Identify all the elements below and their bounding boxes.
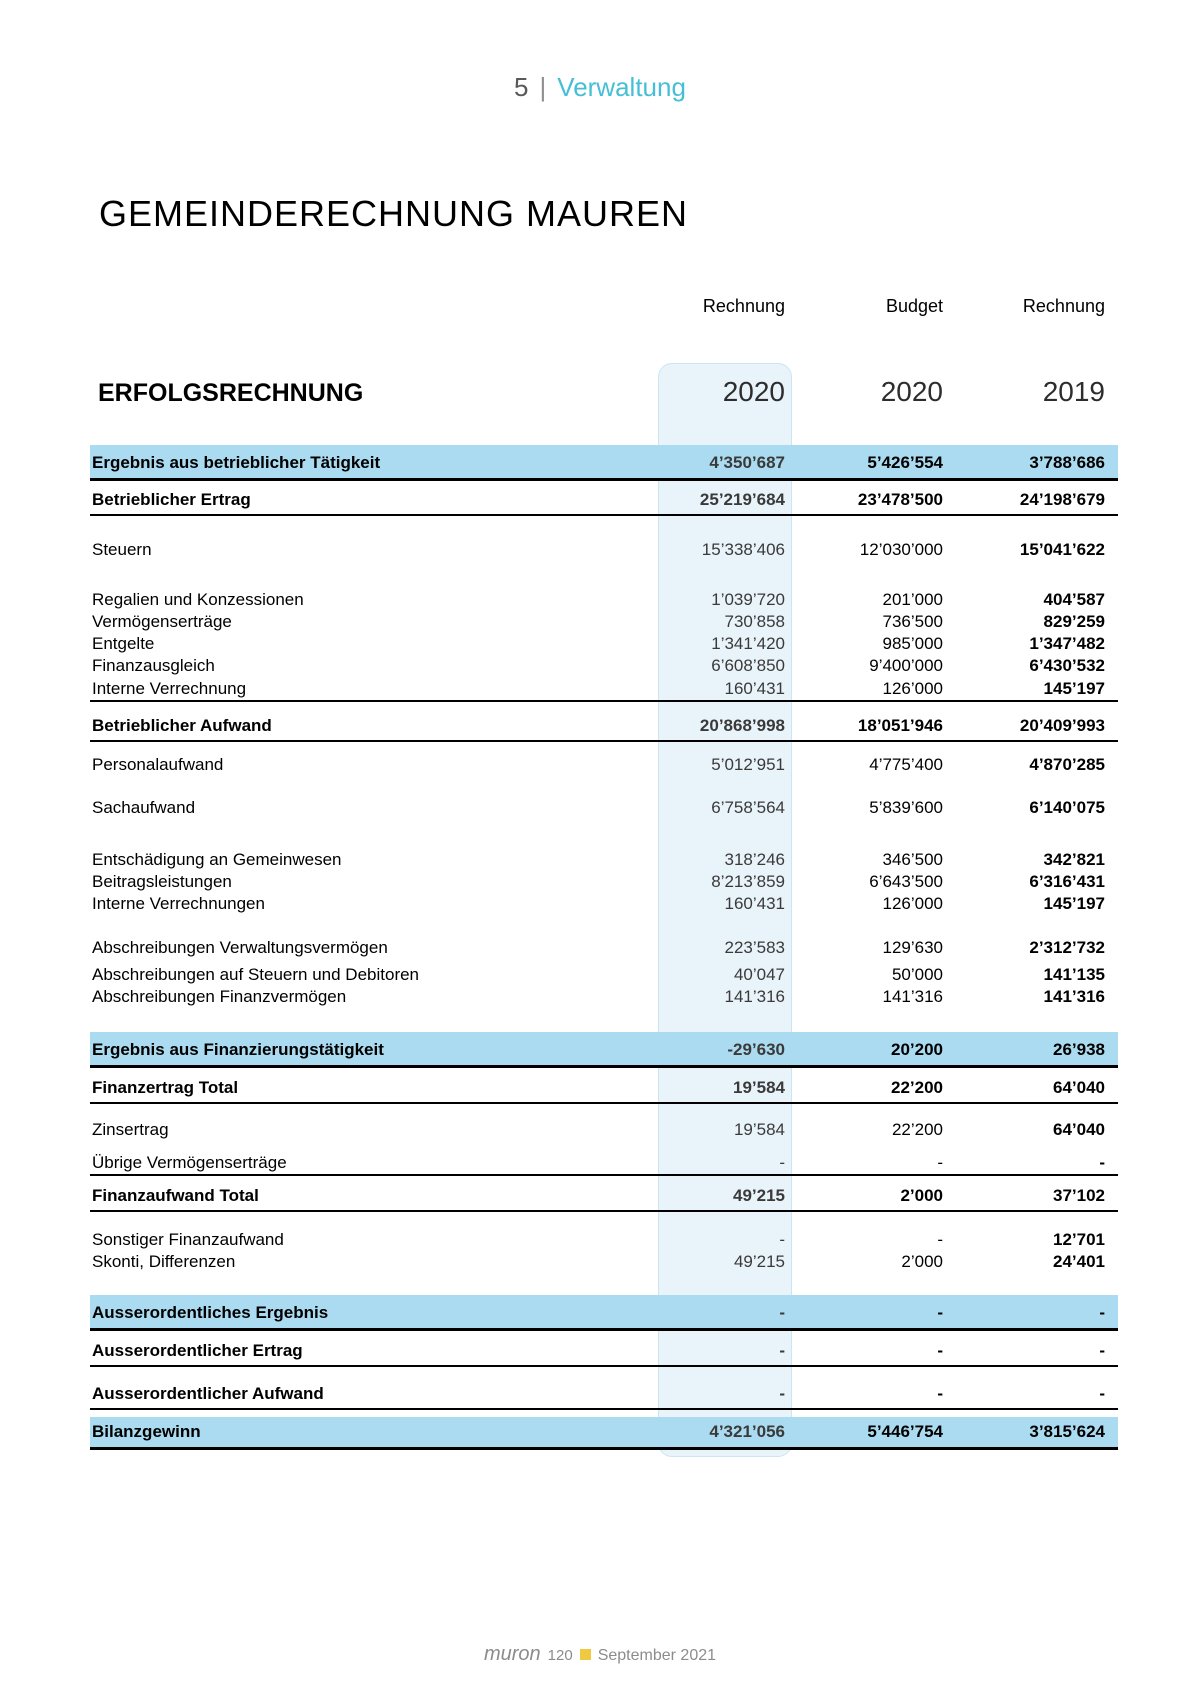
row-value: 318’246 (724, 850, 785, 869)
row-label: Ergebnis aus betrieblicher Tätigkeit (92, 453, 381, 472)
footer-square-icon (580, 1649, 591, 1660)
row-value: 49’215 (733, 1252, 785, 1271)
row-value: 201’000 (882, 590, 943, 609)
table-row (90, 1229, 1118, 1251)
table-row (90, 937, 1118, 959)
table-row (90, 1341, 1118, 1367)
table-row (90, 849, 1118, 871)
row-label: Abschreibungen Verwaltungsvermögen (92, 938, 388, 957)
row-value: 126’000 (882, 894, 943, 913)
page-header-separator: | (539, 72, 547, 102)
row-value: - (937, 1303, 943, 1322)
row-value: - (937, 1153, 943, 1172)
row-value: 20’868’998 (699, 716, 785, 735)
row-label: Betrieblicher Ertrag (92, 490, 251, 509)
row-label: Bilanzgewinn (92, 1422, 201, 1441)
year-budget-2020: 2020 (880, 376, 943, 407)
row-value: 64’040 (1053, 1120, 1105, 1139)
row-value: 19’584 (733, 1120, 785, 1139)
row-value: 5’839’600 (869, 798, 943, 817)
table-row (90, 1384, 1118, 1410)
table-row (90, 1295, 1118, 1331)
table-row (90, 1186, 1118, 1212)
row-value: 37’102 (1053, 1186, 1105, 1205)
column-headers (90, 296, 1118, 317)
row-value: 24’198’679 (1019, 490, 1105, 509)
row-value: 2’000 (900, 1186, 943, 1205)
column-headers-spacer (90, 296, 635, 317)
table-row (90, 986, 1118, 1008)
row-value: 5’012’951 (711, 755, 785, 774)
table-row (90, 445, 1118, 481)
row-value: 160’431 (724, 894, 785, 913)
row-value: 404’587 (1043, 590, 1105, 609)
row-value: 736’500 (882, 612, 943, 631)
year-rechnung-2020: 2020 (722, 376, 785, 407)
row-value: 4’775’400 (869, 755, 943, 774)
row-value: 342’821 (1043, 850, 1105, 869)
row-label: Steuern (92, 540, 152, 559)
row-value: 5’446’754 (867, 1422, 943, 1441)
row-value: 25’219’684 (699, 490, 785, 509)
row-label: Regalien und Konzessionen (92, 590, 304, 609)
row-value: 126’000 (882, 679, 943, 698)
row-value: 145’197 (1043, 679, 1105, 698)
table-head (90, 372, 1118, 408)
table-row (90, 1119, 1118, 1141)
page-title: GEMEINDERECHNUNG MAUREN (99, 193, 689, 234)
row-label: Ausserordentlicher Ertrag (92, 1341, 303, 1360)
row-value: 1’341’420 (711, 634, 785, 653)
row-value: - (1099, 1341, 1105, 1360)
row-value: 6’643’500 (869, 872, 943, 891)
table-row (90, 678, 1118, 702)
table-row (90, 754, 1118, 776)
row-label: Betrieblicher Aufwand (92, 716, 272, 735)
table-row (90, 797, 1118, 819)
row-label: Abschreibungen auf Steuern und Debitoren (92, 965, 420, 984)
row-value: - (1099, 1384, 1105, 1403)
row-value: 9’400’000 (869, 656, 943, 675)
row-value: 145’197 (1043, 894, 1105, 913)
row-value: 22’200 (891, 1078, 943, 1097)
table-row (90, 871, 1118, 893)
row-label: Beitragsleistungen (92, 872, 232, 891)
row-value: - (779, 1303, 785, 1322)
year-rechnung-2019: 2019 (1042, 376, 1105, 407)
row-value: 22’200 (891, 1120, 943, 1139)
page-header (0, 72, 1200, 103)
row-value: 1’039’720 (711, 590, 785, 609)
row-value: 6’758’564 (711, 798, 785, 817)
table-row (90, 490, 1118, 516)
row-value: 49’215 (733, 1186, 785, 1205)
row-value: - (937, 1384, 943, 1403)
row-label: Sonstiger Finanzaufwand (92, 1230, 284, 1249)
row-value: - (779, 1230, 785, 1249)
row-value: 19’584 (733, 1078, 785, 1097)
row-value: 6’316’431 (1029, 872, 1105, 891)
row-label: Ergebnis aus Finanzierungstätigkeit (92, 1040, 384, 1059)
column-header-budget: Budget (885, 296, 943, 316)
row-value: 50’000 (891, 965, 943, 984)
row-value: 223’583 (724, 938, 785, 957)
table-row (90, 655, 1118, 677)
column-header-rechnung-2019: Rechnung (1022, 296, 1105, 316)
row-value: 129’630 (882, 938, 943, 957)
row-label: Finanzausgleich (92, 656, 215, 675)
row-value: 6’430’532 (1029, 656, 1105, 675)
row-value: 20’409’993 (1019, 716, 1105, 735)
row-value: -29’630 (727, 1040, 785, 1059)
row-value: 346’500 (882, 850, 943, 869)
row-label: Skonti, Differenzen (92, 1252, 236, 1271)
row-label: Finanzaufwand Total (92, 1186, 259, 1205)
row-value: 141’135 (1043, 965, 1105, 984)
row-value: 12’701 (1053, 1230, 1105, 1249)
row-label: Ausserordentlicher Aufwand (92, 1384, 324, 1403)
row-label: Vermögenserträge (92, 612, 232, 631)
row-label: Entgelte (92, 634, 155, 653)
table-row (90, 1251, 1118, 1273)
table-row (90, 964, 1118, 986)
row-label: Ausserordentliches Ergebnis (92, 1303, 329, 1322)
row-label: Sachaufwand (92, 798, 196, 817)
row-value: 6’608’850 (711, 656, 785, 675)
row-value: - (779, 1153, 785, 1172)
footer-issue-number: 120 (547, 1647, 573, 1664)
row-value: - (937, 1230, 943, 1249)
row-value: 4’350’687 (709, 453, 785, 472)
row-value: 40’047 (733, 965, 785, 984)
row-value: 141’316 (882, 987, 943, 1006)
row-value: 141’316 (724, 987, 785, 1006)
row-label: Zinsertrag (92, 1120, 169, 1139)
row-value: 6’140’075 (1029, 798, 1105, 817)
row-value: 2’312’732 (1029, 938, 1105, 957)
table-row (90, 589, 1118, 611)
table-row (90, 893, 1118, 915)
row-value: 23’478’500 (857, 490, 943, 509)
row-label: Finanzertrag Total (92, 1078, 239, 1097)
row-value: 3’788’686 (1029, 453, 1105, 472)
row-value: 18’051’946 (857, 716, 943, 735)
page-number: 5 (514, 72, 529, 102)
row-value: 5’426’554 (867, 453, 943, 472)
row-value: 64’040 (1053, 1078, 1105, 1097)
page-footer (0, 1643, 1200, 1666)
table-row (90, 539, 1118, 561)
row-value: 24’401 (1053, 1252, 1105, 1271)
table-row (90, 716, 1118, 742)
row-value: - (937, 1341, 943, 1360)
row-value: 829’259 (1043, 612, 1105, 631)
row-label: Interne Verrechnungen (92, 894, 265, 913)
row-value: 2’000 (901, 1252, 943, 1271)
row-value: 15’338’406 (701, 540, 785, 559)
row-value: 26’938 (1053, 1040, 1105, 1059)
row-value: 20’200 (891, 1040, 943, 1059)
table-row (90, 1417, 1118, 1450)
row-value: 15’041’622 (1019, 540, 1105, 559)
row-value: - (1099, 1303, 1105, 1322)
page-header-section: Verwaltung (557, 72, 686, 102)
row-label: Personalaufwand (92, 755, 224, 774)
row-label: Entschädigung an Gemeinwesen (92, 850, 342, 869)
row-value: - (1099, 1153, 1105, 1172)
footer-date: September 2021 (597, 1647, 717, 1664)
row-value: 3’815’624 (1029, 1422, 1105, 1441)
row-value: 12’030’000 (859, 540, 943, 559)
row-value: 141’316 (1043, 987, 1105, 1006)
row-value: 8’213’859 (711, 872, 785, 891)
row-label: Übrige Vermögenserträge (92, 1153, 287, 1172)
row-value: 730’858 (724, 612, 785, 631)
row-value: - (779, 1384, 785, 1403)
row-label: Abschreibungen Finanzvermögen (92, 987, 347, 1006)
table-row (90, 1152, 1118, 1176)
column-header-rechnung-2020: Rechnung (702, 296, 785, 316)
row-value: 4’870’285 (1029, 755, 1105, 774)
row-label: Interne Verrechnung (92, 679, 247, 698)
row-value: 1’347’482 (1029, 634, 1105, 653)
table-row (90, 633, 1118, 655)
table-row (90, 1078, 1118, 1104)
table-row (90, 611, 1118, 633)
section-title: ERFOLGSRECHNUNG (98, 379, 364, 407)
table-row (90, 1032, 1118, 1068)
row-value: 985’000 (882, 634, 943, 653)
row-value: - (779, 1341, 785, 1360)
row-value: 160’431 (724, 679, 785, 698)
row-value: 4’321’056 (709, 1422, 785, 1441)
footer-brand: muron (483, 1643, 541, 1665)
